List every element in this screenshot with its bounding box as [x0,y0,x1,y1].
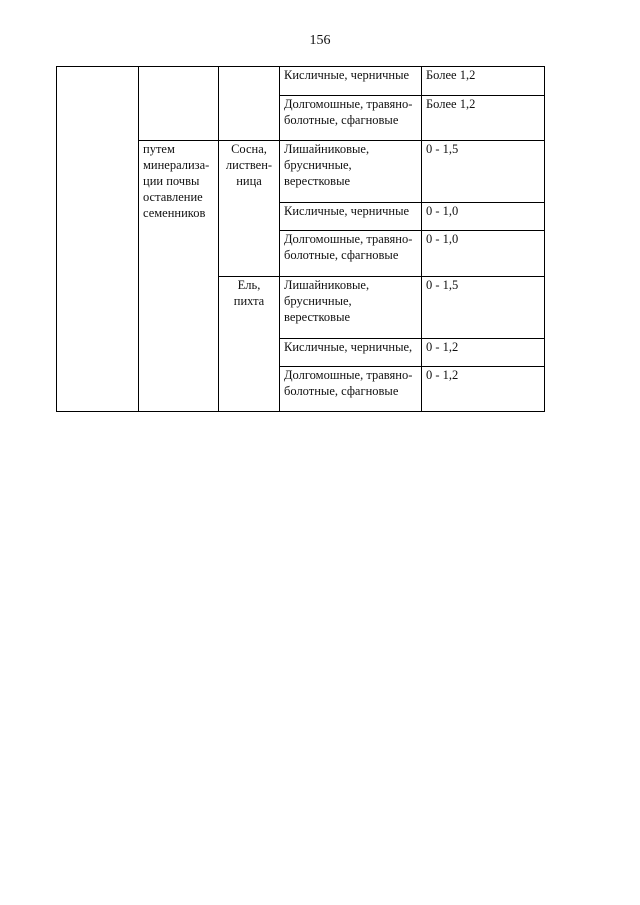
value-cell [422,339,545,367]
value-cell [422,277,545,339]
forest-type-cell [280,339,422,367]
species-text: Ель, пихта [233,278,265,308]
value-text: Более 1,2 [426,68,476,82]
forest-type-text: Долгомошные, травяно- болотные, сфагновые [284,368,413,398]
page-number: 156 [309,33,331,48]
forest-type-text: Кисличные, черничные [284,68,410,82]
value-cell [422,96,545,141]
value-cell [422,67,545,96]
forest-type-text: Долгомошные, травяно- болотные, сфагновые [284,232,413,262]
table-row [57,67,545,96]
empty-category-cell [57,67,139,412]
value-text: 0 - 1,2 [426,368,459,382]
value-cell [422,203,545,231]
value-text: 0 - 1,0 [426,232,459,246]
value-cell [422,141,545,203]
regeneration-table [56,66,545,412]
forest-type-cell [280,203,422,231]
method-cell [139,141,219,412]
forest-type-cell [280,96,422,141]
forest-type-text: Лишайниковые, брусничные, верестковые [284,142,370,188]
method-text: путем минерализа- ции почвы оставление семенников [143,142,210,220]
empty-species-cell [219,67,280,141]
value-text: Более 1,2 [426,97,476,111]
forest-type-cell [280,67,422,96]
species-cell-spruce-fir [219,277,280,412]
forest-type-text: Долгомошные, травяно- болотные, сфагновые [284,97,413,127]
forest-type-cell [280,231,422,277]
species-text: Сосна, листвен- ница [225,142,273,188]
forest-type-text: Лишайниковые, брусничные, верестковые [284,278,370,324]
forest-type-text: Кисличные, черничные [284,204,410,218]
forest-type-cell [280,277,422,339]
value-text: 0 - 1,2 [426,340,459,354]
forest-type-text: Кисличные, черничные, [284,340,413,354]
value-cell [422,367,545,412]
forest-type-cell [280,367,422,412]
value-text: 0 - 1,0 [426,204,459,218]
value-text: 0 - 1,5 [426,142,459,156]
forest-type-cell [280,141,422,203]
value-cell [422,231,545,277]
empty-method-cell [139,67,219,141]
species-cell-pine-larch [219,141,280,277]
value-text: 0 - 1,5 [426,278,459,292]
